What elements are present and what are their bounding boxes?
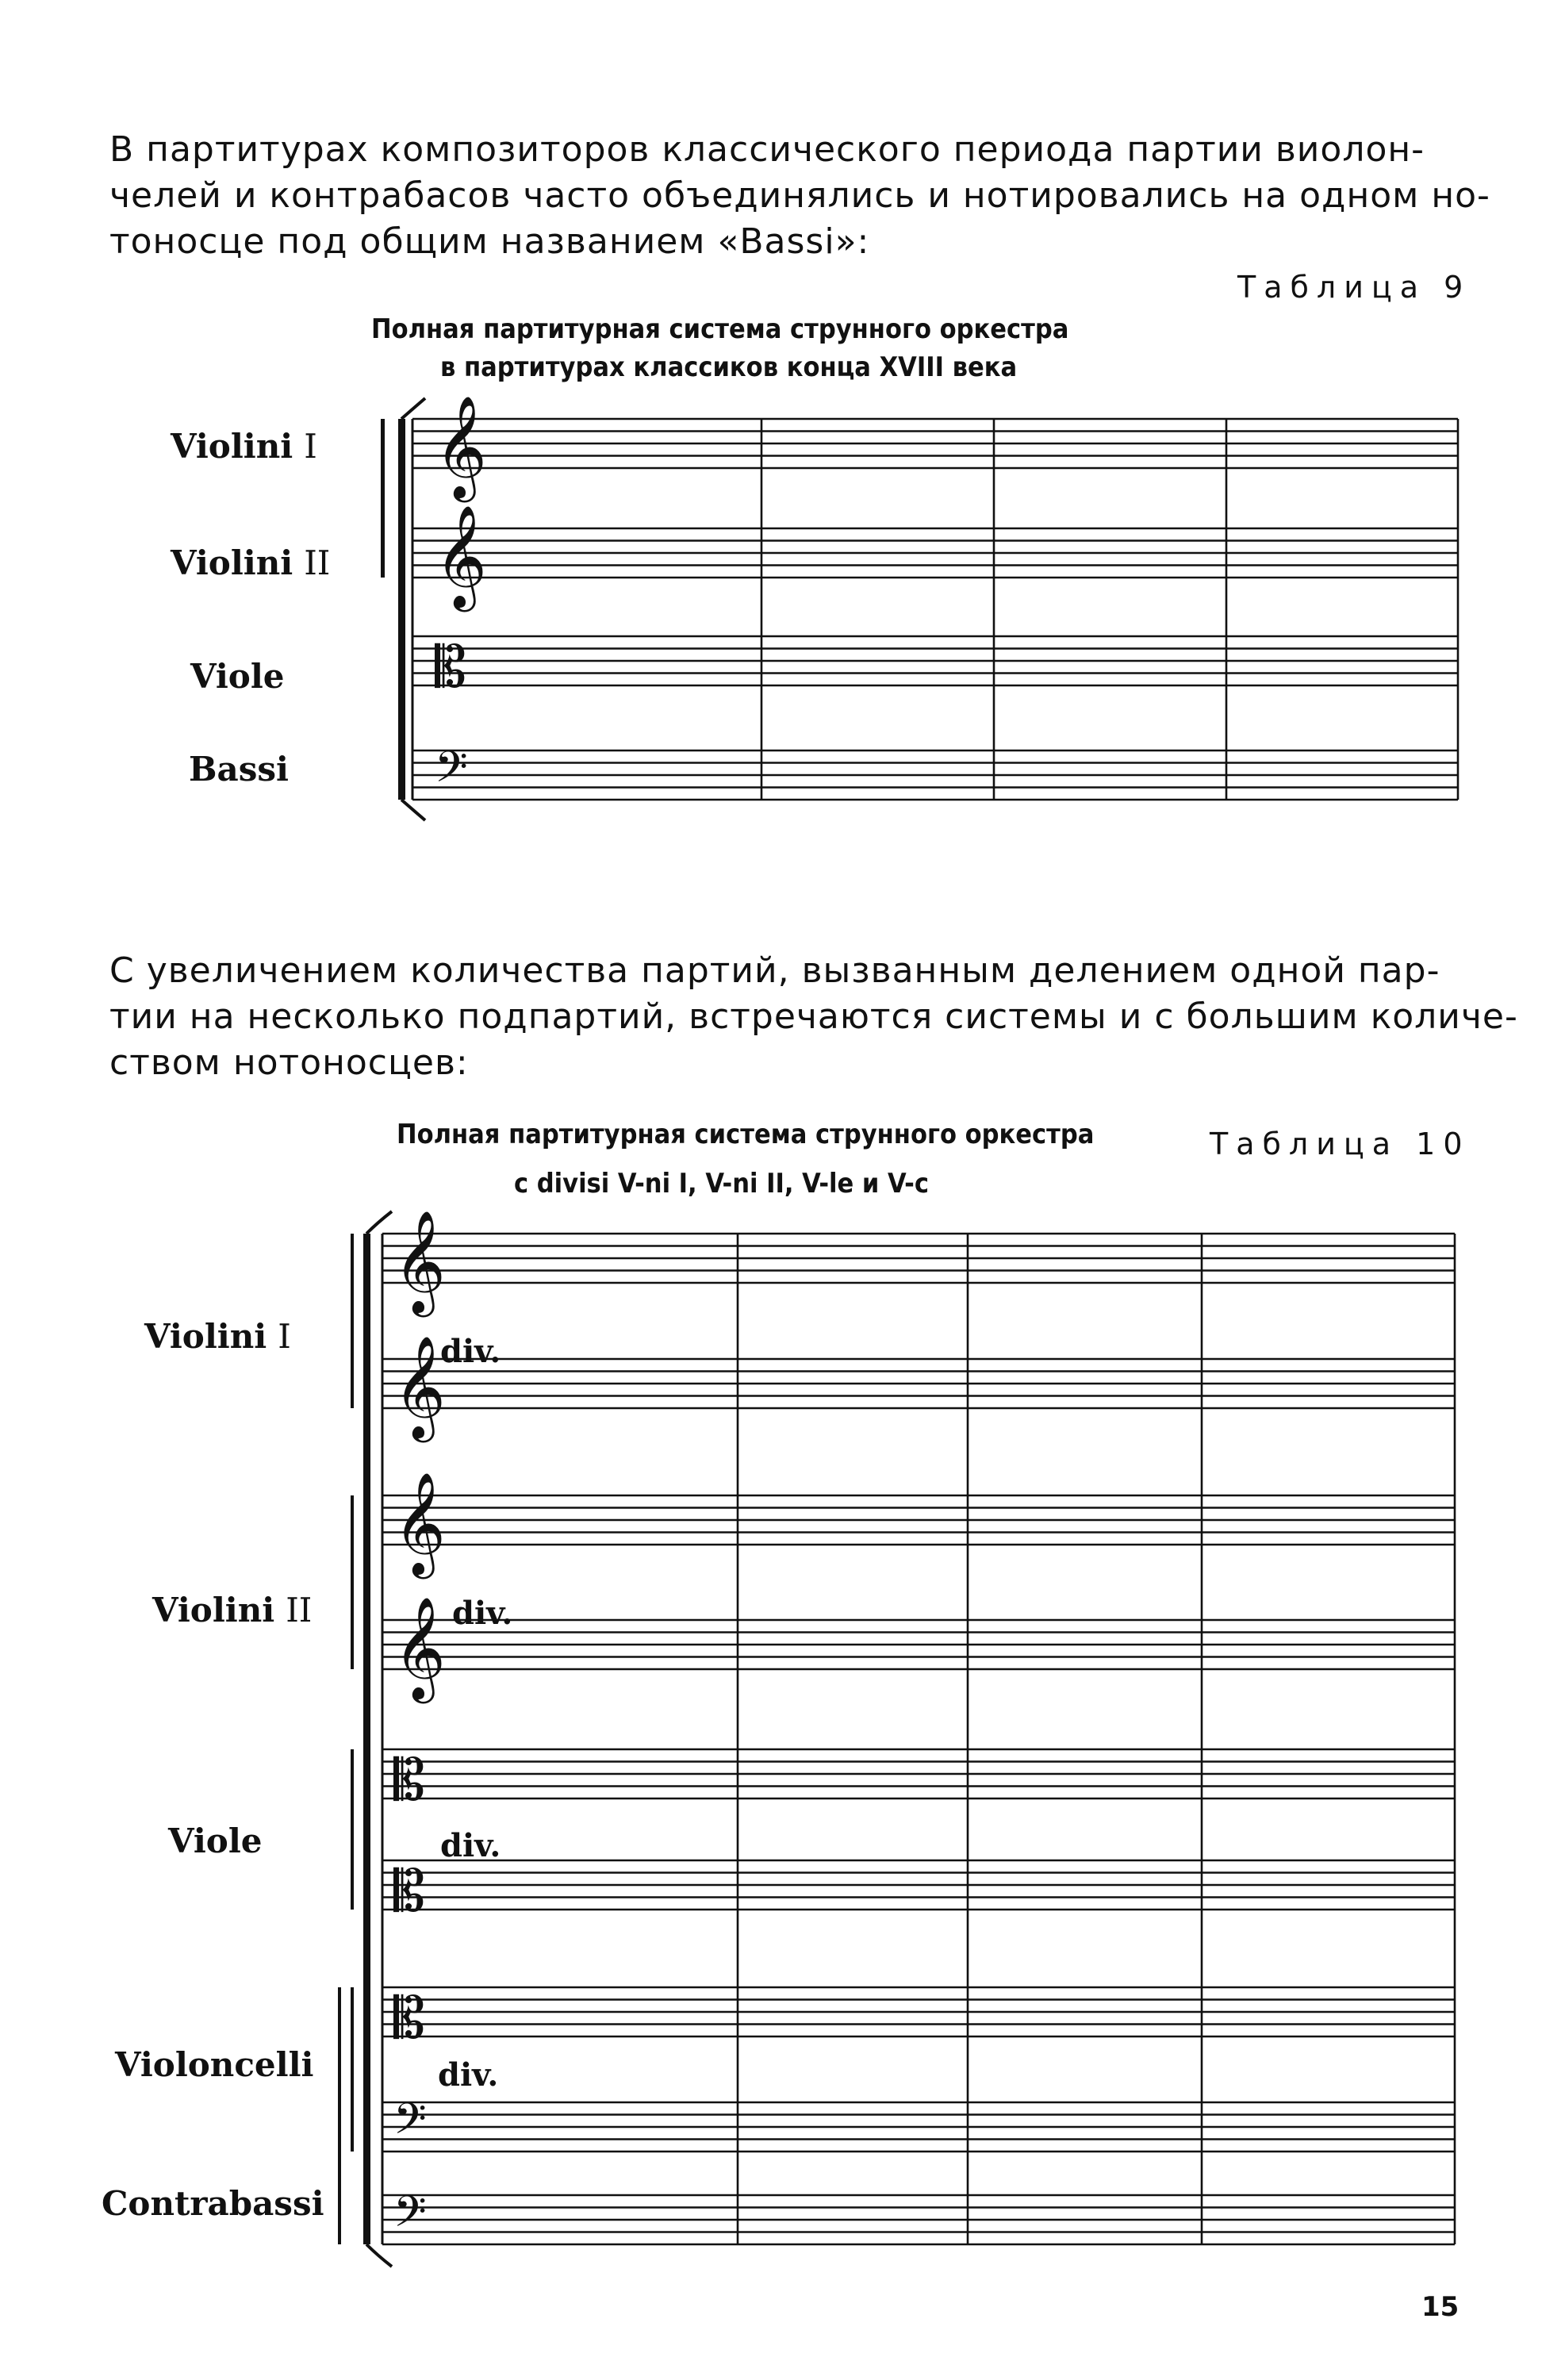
table-9-bass-clef-icon: 𝄢 <box>435 743 468 803</box>
table-10-treble-clef-icon: 𝄞 <box>393 1209 446 1313</box>
table-9-label: Таблица 9 <box>1237 270 1471 305</box>
table-10-bass-clef-icon: 𝄢 <box>393 2187 427 2248</box>
table-9-treble-clef-icon: 𝄞 <box>435 504 487 608</box>
table-9-bracket-bottom-hook <box>401 800 425 820</box>
instrument-name: Viole <box>190 657 285 696</box>
table-10-treble-clef-icon: 𝄞 <box>393 1334 446 1438</box>
instrument-number: II <box>286 1591 313 1630</box>
divisi-label-violini-i: div. <box>440 1333 501 1370</box>
table-10-bracket <box>363 1234 370 2244</box>
table-10-bracket-bottom-hook <box>366 2244 392 2267</box>
paragraph-2-line-1: С увеличением количества партий, вызванным делением одной пар- <box>109 950 1440 991</box>
paragraph-1-line-3: тоносце под общим названием «Bassi»: <box>109 221 870 262</box>
instrument-name: Bassi <box>189 750 289 789</box>
table-10-score <box>338 1210 1455 2267</box>
table-10-alto-clef-icon: 𝄡 <box>393 1985 425 2052</box>
instrument-number: I <box>278 1317 291 1356</box>
instrument-name: Violini <box>144 1317 267 1356</box>
divisi-label-violoncelli: div. <box>438 2056 499 2094</box>
table-10-section-brace-2 <box>351 1495 354 1669</box>
instrument-name: Contrabassi <box>102 2184 324 2223</box>
table-9-treble-clef-icon: 𝄞 <box>435 394 487 498</box>
instrument-name: Violini <box>171 427 293 466</box>
table-10-section-brace-4 <box>351 1987 354 2152</box>
paragraph-1-line-2: челей и контрабасов часто объединялись и нотировались на одном но- <box>109 175 1490 216</box>
table-10-caption-line-1: Полная партитурная система струнного оркестра <box>397 1119 1095 1150</box>
table-10-caption-line-2: с divisi V-ni I, V-ni II, V-le и V-c <box>514 1168 929 1200</box>
table-10-treble-clef-icon: 𝄞 <box>393 1595 446 1699</box>
table-10-treble-clef-icon: 𝄞 <box>393 1471 446 1575</box>
paragraph-2-line-2: тии на несколько подпартий, встречаются системы и с большим количе- <box>109 996 1518 1037</box>
table-10-bass-group-brace <box>338 1987 341 2244</box>
table-10-section-brace-3 <box>351 1749 354 1910</box>
table-9-caption-line-2: в партитурах классиков конца XVIII века <box>440 351 1018 383</box>
table-10-alto-clef-icon: 𝄡 <box>393 1747 425 1814</box>
table-9-alto-clef-icon: 𝄡 <box>435 634 466 701</box>
instrument-number: I <box>304 427 317 466</box>
instrument-name: Violini <box>171 543 293 582</box>
divisi-label-viole: div. <box>440 1827 501 1864</box>
instrument-name: Viole <box>168 1821 263 1860</box>
table-10-alto-clef-icon: 𝄡 <box>393 1858 425 1925</box>
table-10-section-brace-1 <box>351 1234 354 1408</box>
page-number: 15 <box>1421 2291 1460 2323</box>
table-9-score <box>381 395 1458 820</box>
paragraph-1-line-1: В партитурах композиторов классического периода партии виолон- <box>109 129 1425 170</box>
table-9-bracket-top-hook <box>401 398 425 419</box>
table-9-bracket <box>398 419 405 800</box>
table-10-bass-clef-icon: 𝄢 <box>393 2094 427 2155</box>
instrument-name: Violini <box>152 1591 275 1630</box>
paragraph-2-line-3: ством нотоносцев: <box>109 1042 469 1083</box>
table-9-caption-line-1: Полная партитурная система струнного оркестра <box>371 313 1069 345</box>
table-9-violin-brace <box>381 419 385 578</box>
instrument-name: Violoncelli <box>115 2045 314 2084</box>
divisi-label-violini-ii: div. <box>452 1595 513 1632</box>
instrument-number: II <box>304 543 331 582</box>
table-10-label: Таблица 10 <box>1210 1127 1471 1161</box>
table-10-bracket-top-hook <box>366 1211 392 1234</box>
